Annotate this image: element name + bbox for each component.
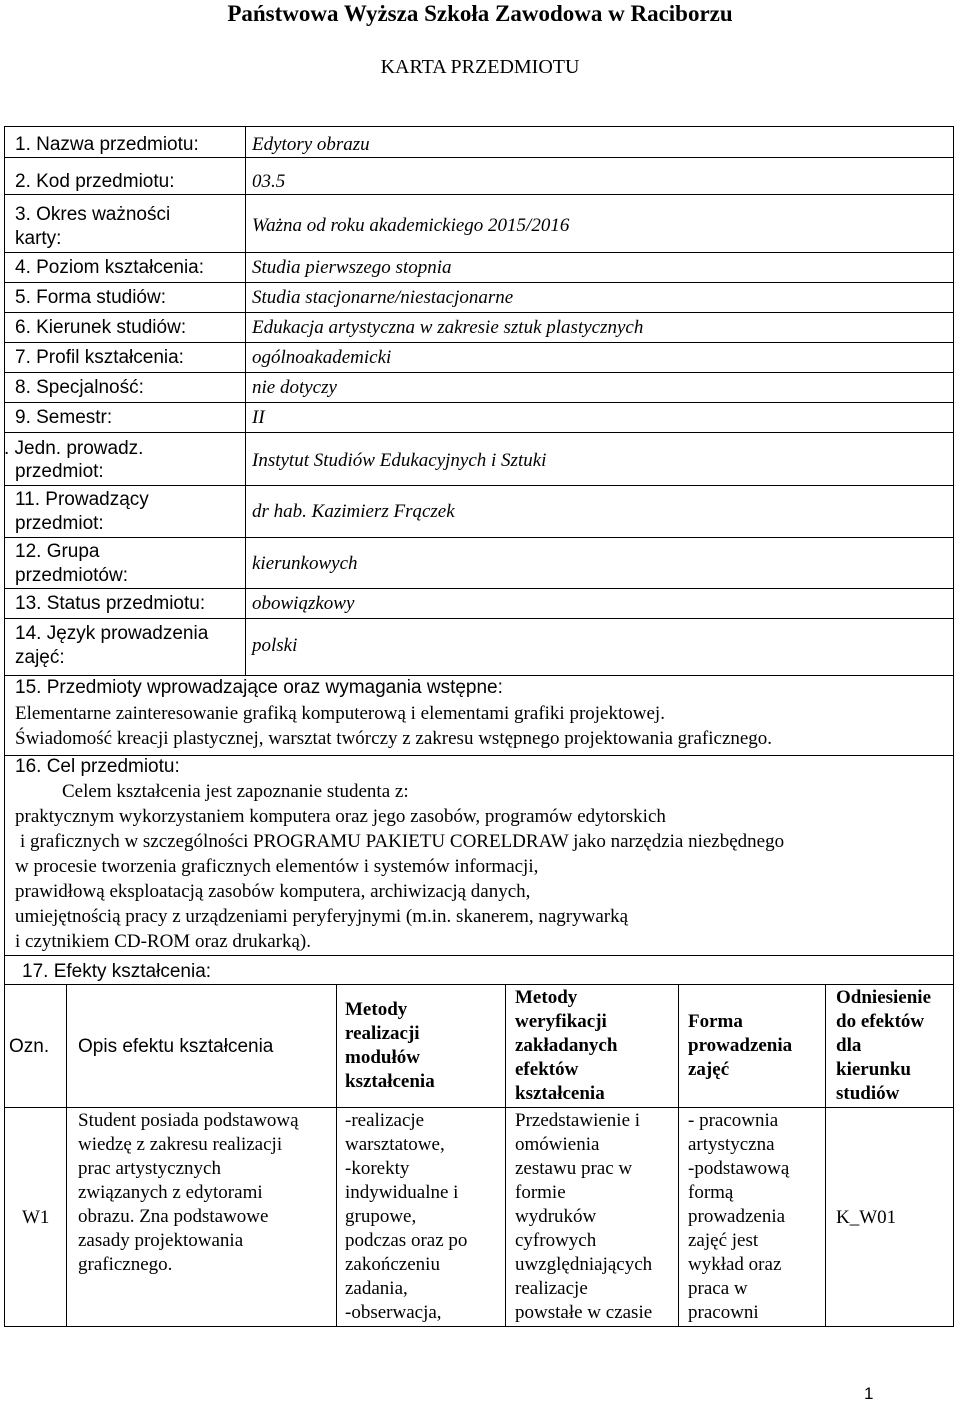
section-15-heading: 15. Przedmioty wprowadzające oraz wymagania wstępne: [15, 677, 503, 698]
label-poziom-ksztalcenia: 4. Poziom kształcenia: [15, 257, 205, 278]
row-w1-forma-prowadzenia: - pracownia artystyczna -podstawową formą prowadzenia zajęć jest wykład oraz praca w pracowni [688, 1110, 790, 1323]
label-prowadzacy: 11. Prowadzący [15, 489, 149, 510]
header-forma-prowadzenia: Forma prowadzenia zajęć [688, 1011, 793, 1080]
value-kod-przedmiotu: 03.5 [252, 171, 286, 192]
label-okres-waznosci: 3. Okres ważności [15, 204, 171, 225]
section-15-line-1: Elementarne zainteresowanie grafiką komputerową i elementami grafiki projektowej. [15, 703, 665, 724]
section-16-line-3: i graficznych w szczególności PROGRAMU PAKIETU CORELDRAW jako narzędzia niezbędnego [20, 831, 785, 852]
label-prowadzacy-2: przedmiot: [15, 513, 104, 534]
label-grupa-2: przedmiotów: [15, 565, 128, 586]
value-jezyk: polski [252, 635, 298, 656]
value-status: obowiązkowy [252, 593, 355, 614]
row-w1-metody-weryfikacji: Przedstawienie i omówienia zestawu prac w formie wydruków cyfrowych uwzględniających realizacje powstałe w czasie [515, 1110, 653, 1323]
header-metody-realizacji: Metody realizacji modułów kształcenia [345, 999, 435, 1092]
label-okres-waznosci-2: karty: [15, 228, 62, 249]
value-semestr: II [252, 407, 265, 428]
label-jednostka-2: przedmiot: [15, 461, 104, 482]
label-kierunek-studiow: 6. Kierunek studiów: [15, 317, 187, 338]
label-semestr: 9. Semestr: [15, 407, 113, 428]
label-profil-ksztalcenia: 7. Profil kształcenia: [15, 347, 184, 368]
value-forma-studiow: Studia stacjonarne/niestacjonarne [252, 287, 514, 308]
value-prowadzacy: dr hab. Kazimierz Frączek [252, 501, 455, 522]
section-16-line-6: umiejętnością pracy z urządzeniami peryferyjnymi (m.in. skanerem, nagrywarką [15, 906, 629, 927]
section-16-heading: 16. Cel przedmiotu: [15, 756, 180, 777]
section-15-line-2: Świadomość kreacji plastycznej, warsztat twórczy z zakresu wstępnego projektowania graficznego. [15, 728, 773, 749]
section-16-line-5: prawidłową eksploatacją zasobów komputera, archiwizacją danych, [15, 881, 531, 902]
value-profil-ksztalcenia: ogólnoakademicki [252, 347, 392, 368]
section-16-line-4: w procesie tworzenia graficznych elementów i systemów informacji, [15, 856, 539, 877]
row-w1-metody-realizacji: -realizacje warsztatowe, -korekty indywidualne i grupowe, podczas oraz po zakończeniu zadania, -obserwacja, [345, 1110, 468, 1323]
section-17-heading: 17. Efekty kształcenia: [22, 961, 212, 982]
header-opis: Opis efektu kształcenia [78, 1036, 274, 1057]
row-w1-ozn: W1 [22, 1207, 50, 1228]
value-specjalnosc: nie dotyczy [252, 377, 337, 398]
section-16-line-2: praktycznym wykorzystaniem komputera oraz jego zasobów, programów edytorskich [15, 806, 666, 827]
label-jezyk: 14. Język prowadzenia [15, 623, 209, 644]
value-nazwa-przedmiotu: Edytory obrazu [252, 134, 370, 155]
value-kierunek-studiow: Edukacja artystyczna w zakresie sztuk plastycznych [252, 317, 644, 338]
label-jezyk-2: zajęć: [15, 647, 65, 668]
document-title: KARTA PRZEDMIOTU [380, 56, 580, 78]
label-specjalnosc: 8. Specjalność: [15, 377, 144, 398]
page-number: 1 [864, 1384, 874, 1403]
row-w1-odniesienie: K_W01 [836, 1207, 897, 1228]
header-odniesienie: Odniesienie do efektów dla kierunku studiów [836, 987, 932, 1104]
value-jednostka: Instytut Studiów Edukacyjnych i Sztuki [252, 450, 547, 471]
label-grupa: 12. Grupa [15, 541, 100, 562]
label-forma-studiow: 5. Forma studiów: [15, 287, 166, 308]
value-grupa: kierunkowych [252, 553, 358, 574]
value-poziom-ksztalcenia: Studia pierwszego stopnia [252, 257, 452, 278]
row-w1-opis: Student posiada podstawową wiedzę z zakresu realizacji prac artystycznych związanych z edytorami obrazu. Zna podstawowe zasady projektowania graficznego. [78, 1110, 299, 1275]
section-16-line-7: i czytnikiem CD-ROM oraz drukarką). [15, 931, 311, 952]
label-status: 13. Status przedmiotu: [15, 593, 206, 614]
header-metody-weryfikacji: Metody weryfikacji zakładanych efektów kształcenia [515, 987, 618, 1104]
label-nazwa-przedmiotu: 1. Nazwa przedmiotu: [15, 134, 199, 155]
label-jednostka: . Jedn. prowadz. [4, 438, 144, 459]
section-16-line-1: Celem kształcenia jest zapoznanie studenta z: [62, 781, 409, 802]
value-okres-waznosci: Ważna od roku akademickiego 2015/2016 [252, 215, 570, 236]
label-kod-przedmiotu: 2. Kod przedmiotu: [15, 171, 175, 192]
school-name: Państwowa Wyższa Szkoła Zawodowa w Raciborzu [227, 1, 733, 26]
header-ozn: Ozn. [9, 1036, 50, 1057]
